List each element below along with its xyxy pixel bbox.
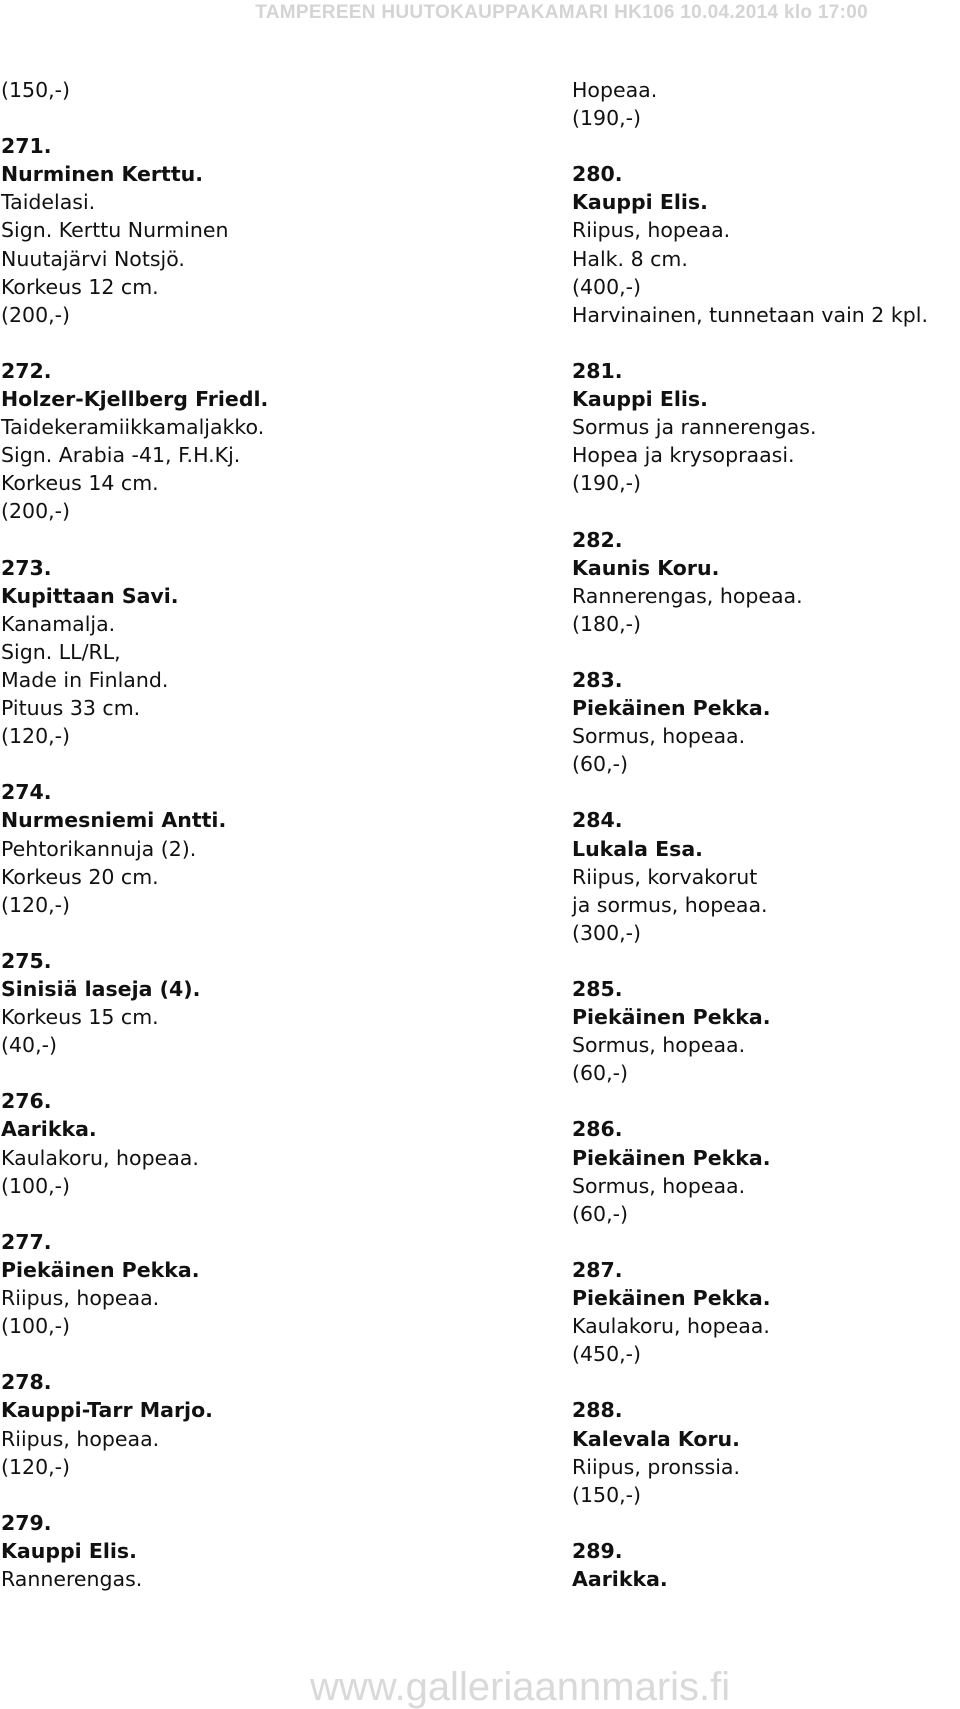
lot-entry bbox=[572, 1256, 928, 1368]
lot-estimate: (450,-) bbox=[572, 1342, 642, 1367]
lot-entry bbox=[572, 1115, 928, 1227]
lot-detail-line: Riipus, korvakorut bbox=[572, 864, 758, 889]
lot-detail-line: Harvinainen, tunnetaan vain 2 kpl. bbox=[572, 302, 928, 327]
lot-number: 278. bbox=[1, 1370, 52, 1395]
lot-artist: Kalevala Koru. bbox=[572, 1426, 740, 1451]
watermark-url: www.galleriaannmaris.fi bbox=[310, 1665, 731, 1709]
lot-artist: Piekäinen Pekka. bbox=[572, 1005, 771, 1030]
lot-artist: Holzer-Kjellberg Friedl. bbox=[1, 387, 269, 412]
lot-artist: Piekäinen Pekka. bbox=[572, 1286, 771, 1311]
lot-artist: Aarikka. bbox=[572, 1566, 668, 1591]
lot-number: 271. bbox=[1, 134, 52, 159]
lot-detail-line: Pituus 33 cm. bbox=[1, 696, 141, 721]
lot-detail-line: Pehtorikannuja (2). bbox=[1, 836, 197, 861]
lot-detail-line: Korkeus 14 cm. bbox=[1, 471, 159, 496]
entry-spacer bbox=[572, 778, 928, 806]
lot-artist: Kupittaan Savi. bbox=[1, 583, 179, 608]
lot-detail-line: Riipus, pronssia. bbox=[572, 1454, 741, 1479]
lot-entry bbox=[572, 76, 928, 132]
lot-estimate: (120,-) bbox=[1, 892, 71, 917]
lot-estimate: (120,-) bbox=[1, 1454, 71, 1479]
lot-number: 275. bbox=[1, 948, 52, 973]
lot-estimate: (150,-) bbox=[1, 78, 71, 102]
lot-artist: Kauppi-Tarr Marjo. bbox=[1, 1398, 213, 1423]
lot-artist: Kauppi Elis. bbox=[1, 1538, 137, 1563]
lot-detail-line: Sormus, hopeaa. bbox=[572, 1173, 746, 1198]
lot-entry bbox=[1, 76, 268, 104]
entry-spacer bbox=[572, 497, 928, 525]
lot-estimate: (60,-) bbox=[572, 1061, 628, 1086]
lot-estimate: (180,-) bbox=[572, 611, 642, 636]
lot-entry bbox=[1, 1368, 268, 1480]
lot-entry bbox=[1, 554, 268, 751]
lot-detail-line: Halk. 8 cm. bbox=[572, 246, 688, 271]
lot-artist: Nurmesniemi Antti. bbox=[1, 808, 227, 833]
lot-number: 279. bbox=[1, 1510, 52, 1535]
lot-entry bbox=[1, 947, 268, 1059]
entry-spacer bbox=[572, 947, 928, 975]
lot-number: 288. bbox=[572, 1398, 623, 1423]
lot-entry bbox=[572, 1396, 928, 1508]
lot-artist: Nurminen Kerttu. bbox=[1, 162, 203, 187]
lot-number: 284. bbox=[572, 808, 623, 833]
lot-estimate: (200,-) bbox=[1, 499, 71, 524]
lot-entry bbox=[572, 1537, 928, 1593]
lot-artist: Piekäinen Pekka. bbox=[572, 1145, 771, 1170]
lot-artist: Kauppi Elis. bbox=[572, 387, 708, 412]
lot-artist: Piekäinen Pekka. bbox=[1, 1257, 200, 1282]
lot-number: 287. bbox=[572, 1257, 623, 1282]
lot-estimate: (120,-) bbox=[1, 724, 71, 749]
lot-estimate: (150,-) bbox=[572, 1482, 642, 1507]
entry-spacer bbox=[572, 329, 928, 357]
entry-spacer bbox=[572, 1509, 928, 1537]
entry-spacer bbox=[572, 638, 928, 666]
lot-entry bbox=[1, 778, 268, 918]
lot-artist: Piekäinen Pekka. bbox=[572, 696, 771, 721]
lot-estimate: (400,-) bbox=[572, 274, 642, 299]
lot-detail-line: Korkeus 12 cm. bbox=[1, 274, 159, 299]
lot-entry bbox=[572, 526, 928, 638]
lot-estimate: (190,-) bbox=[572, 471, 642, 496]
entry-spacer bbox=[1, 1059, 268, 1087]
lot-entry bbox=[572, 806, 928, 946]
entry-spacer bbox=[1, 919, 268, 947]
lot-detail-line: Made in Finland. bbox=[1, 667, 169, 692]
lot-number: 272. bbox=[1, 358, 52, 383]
lot-estimate: (100,-) bbox=[1, 1173, 71, 1198]
lot-detail-line: Sormus, hopeaa. bbox=[572, 1033, 746, 1058]
lot-estimate: (40,-) bbox=[1, 1033, 57, 1058]
lot-detail-line: Korkeus 20 cm. bbox=[1, 864, 159, 889]
lot-entry bbox=[572, 160, 928, 329]
lot-detail-line: Nuutajärvi Notsjö. bbox=[1, 246, 185, 271]
lot-detail-line: Taidelasi. bbox=[1, 190, 96, 215]
lot-artist: Kauppi Elis. bbox=[572, 190, 708, 215]
lot-detail-line: Sign. LL/RL, bbox=[1, 639, 121, 664]
lot-number: 280. bbox=[572, 162, 623, 187]
left-column bbox=[1, 76, 268, 1593]
entry-spacer bbox=[1, 750, 268, 778]
lot-artist: Aarikka. bbox=[1, 1117, 97, 1142]
lot-detail-line: Rannerengas. bbox=[1, 1566, 143, 1591]
lot-entry bbox=[572, 357, 928, 497]
lot-entry bbox=[1, 1509, 268, 1593]
lot-estimate: (60,-) bbox=[572, 1201, 628, 1226]
entry-spacer bbox=[1, 526, 268, 554]
entry-spacer bbox=[572, 1368, 928, 1396]
lot-number: 283. bbox=[572, 667, 623, 692]
lot-detail-line: Taidekeramiikkamaljakko. bbox=[1, 415, 265, 440]
lot-number: 281. bbox=[572, 358, 623, 383]
lot-entry bbox=[1, 1228, 268, 1340]
lot-detail-line: Korkeus 15 cm. bbox=[1, 1005, 159, 1030]
lot-artist: Lukala Esa. bbox=[572, 836, 703, 861]
lot-number: 273. bbox=[1, 555, 52, 580]
lot-number: 282. bbox=[572, 527, 623, 552]
lot-number: 286. bbox=[572, 1117, 623, 1142]
lot-number: 289. bbox=[572, 1538, 623, 1563]
lot-number: 274. bbox=[1, 780, 52, 805]
entry-spacer bbox=[1, 1340, 268, 1368]
lot-entry bbox=[1, 132, 268, 329]
lot-entry bbox=[1, 357, 268, 526]
lot-detail-line: Kanamalja. bbox=[1, 611, 116, 636]
lot-detail-line: Riipus, hopeaa. bbox=[572, 218, 731, 243]
lot-detail-line: Riipus, hopeaa. bbox=[1, 1286, 160, 1311]
lot-detail-line: Sormus, hopeaa. bbox=[572, 724, 746, 749]
lot-detail-line: Kaulakoru, hopeaa. bbox=[1, 1145, 199, 1170]
lot-estimate: (60,-) bbox=[572, 752, 628, 777]
lot-estimate: (200,-) bbox=[1, 302, 71, 327]
lot-detail-line: Sormus ja rannerengas. bbox=[572, 415, 817, 440]
lot-estimate: (190,-) bbox=[572, 106, 642, 131]
right-column bbox=[572, 76, 928, 1593]
lot-detail-line: Kaulakoru, hopeaa. bbox=[572, 1314, 770, 1339]
lot-artist: Sinisiä laseja (4). bbox=[1, 977, 201, 1001]
entry-spacer bbox=[1, 1200, 268, 1228]
lot-detail-line: Sign. Arabia -41, F.H.Kj. bbox=[1, 443, 241, 468]
entry-spacer bbox=[1, 104, 268, 132]
page-header: TAMPEREEN HUUTOKAUPPAKAMARI HK106 10.04.2014 klo 17:00 bbox=[255, 2, 868, 23]
lot-entry bbox=[1, 1087, 268, 1199]
entry-spacer bbox=[1, 329, 268, 357]
lot-detail-line: Sign. Kerttu Nurminen bbox=[1, 218, 229, 243]
lot-number: 285. bbox=[572, 977, 623, 1001]
lot-artist: Kaunis Koru. bbox=[572, 555, 720, 580]
entry-spacer bbox=[572, 1228, 928, 1256]
lot-entry bbox=[572, 666, 928, 778]
entry-spacer bbox=[572, 1087, 928, 1115]
lot-number: 276. bbox=[1, 1089, 52, 1114]
lot-estimate: (100,-) bbox=[1, 1314, 71, 1339]
lot-number: 277. bbox=[1, 1229, 52, 1254]
entry-spacer bbox=[572, 132, 928, 160]
lot-detail-line: ja sormus, hopeaa. bbox=[572, 892, 768, 917]
lot-estimate: (300,-) bbox=[572, 920, 642, 945]
lot-detail-line: Hopea ja krysopraasi. bbox=[572, 443, 795, 468]
entry-spacer bbox=[1, 1481, 268, 1509]
lot-detail-line: Rannerengas, hopeaa. bbox=[572, 583, 803, 608]
lot-detail-line: Hopeaa. bbox=[572, 78, 658, 102]
lot-entry bbox=[572, 975, 928, 1087]
lot-detail-line: Riipus, hopeaa. bbox=[1, 1426, 160, 1451]
